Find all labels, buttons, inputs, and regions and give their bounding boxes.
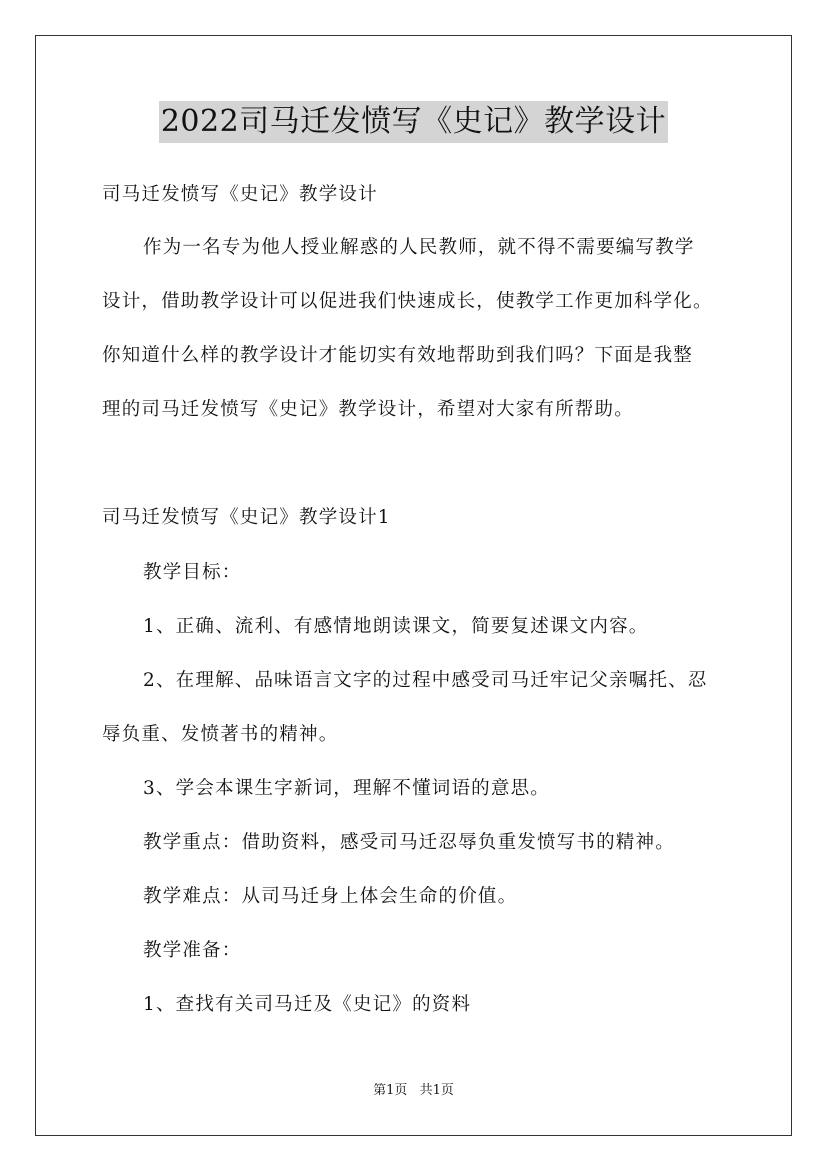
intro-line-2: 设计，借助教学设计可以促进我们快速成长，使教学工作更加科学化。 [102,291,713,312]
body-line-1: 教学目标： [143,562,242,583]
intro-line-3: 你知道什么样的教学设计才能切实有效地帮助到我们吗？下面是我整 [102,345,694,366]
body-line-6: 教学重点：借助资料，感受司马迁忍辱负重发愤写书的精神。 [143,832,675,853]
body-line-3: 2、在理解、品味语言文字的过程中感受司马迁牢记父亲嘱托、忍 [143,670,708,691]
page-footer [0,1082,827,1100]
body-line-7: 教学难点：从司马迁身上体会生命的价值。 [143,886,518,907]
page-total: 共1页 [419,1083,454,1098]
title-container [0,101,827,143]
document-title: 2022司马迁发愤写《史记》教学设计 [159,101,668,143]
page-number: 第1页 [373,1083,408,1098]
document-subtitle: 司马迁发愤写《史记》教学设计 [102,184,378,205]
section-heading: 司马迁发愤写《史记》教学设计1 [102,507,391,528]
body-line-5: 3、学会本课生字新词，理解不懂词语的意思。 [143,778,550,799]
intro-line-4: 理的司马迁发愤写《史记》教学设计，希望对大家有所帮助。 [102,399,634,420]
body-line-4: 辱负重、发愤著书的精神。 [102,724,339,745]
body-line-8: 教学准备： [143,940,242,961]
body-line-2: 1、正确、流利、有感情地朗读课文，简要复述课文内容。 [143,616,649,637]
body-line-9: 1、查找有关司马迁及《史记》的资料 [143,994,472,1015]
intro-line-1: 作为一名专为他人授业解惑的人民教师，就不得不需要编写教学 [143,237,695,258]
